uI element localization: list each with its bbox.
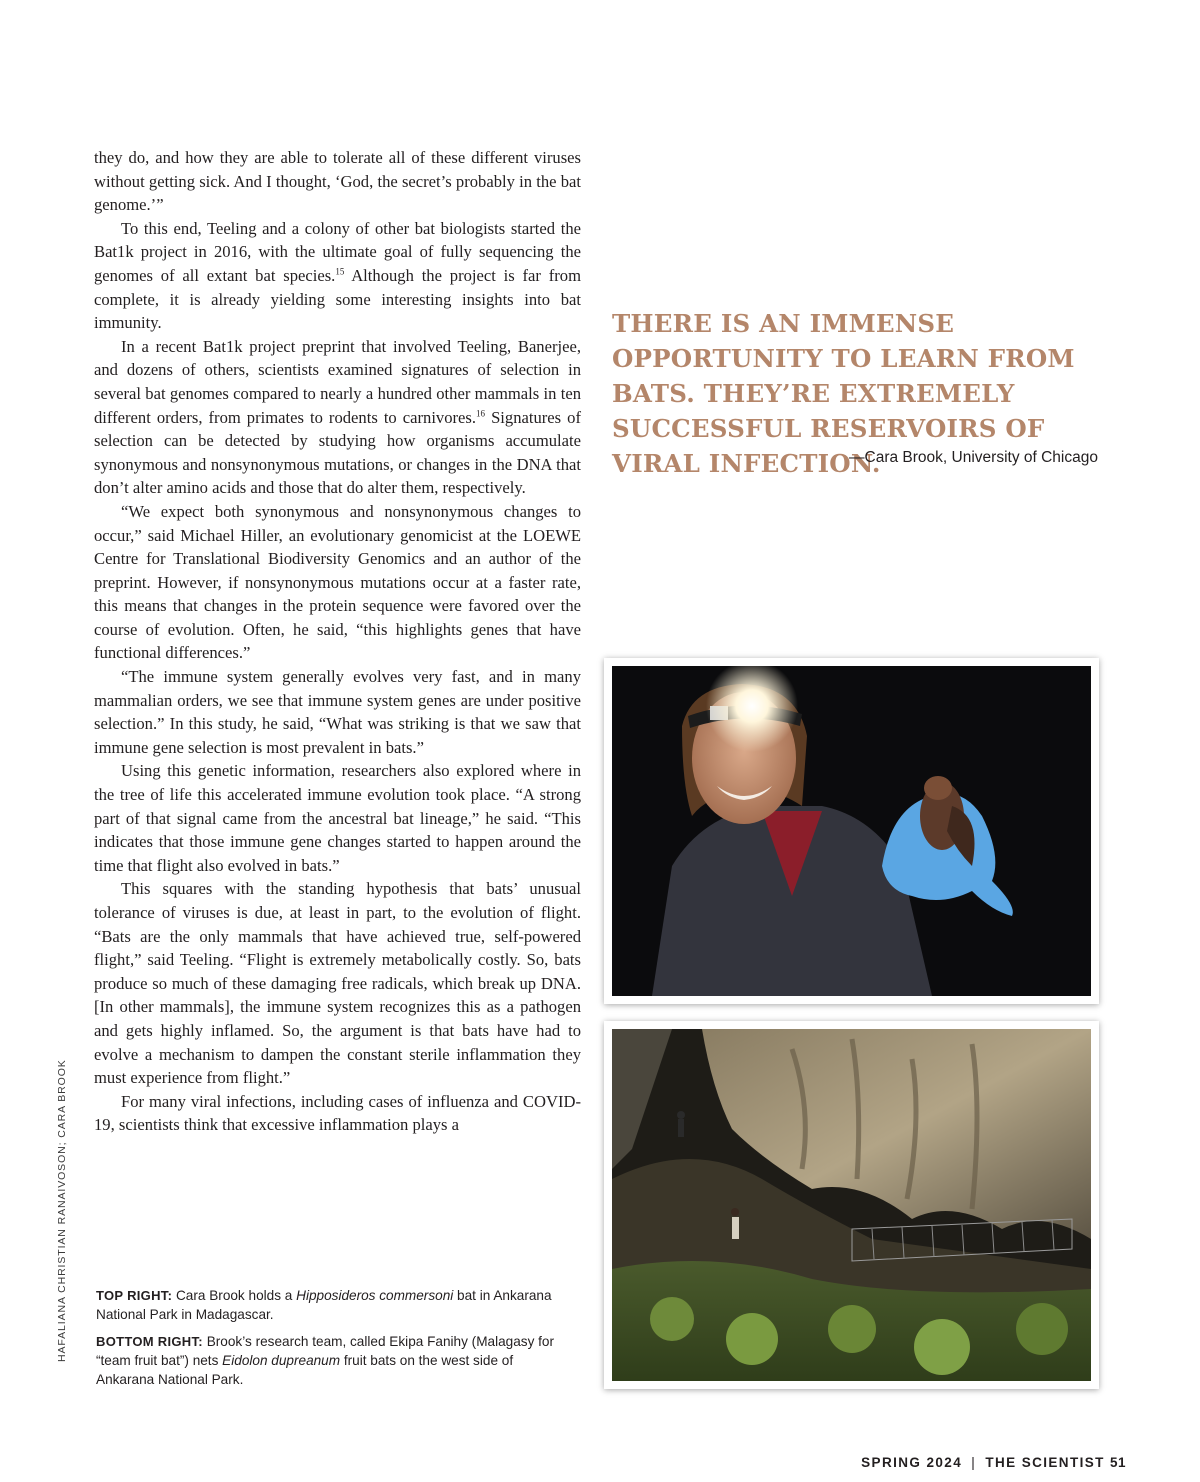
paragraph: This squares with the standing hypothesis that bats’ unusual tolerance of viruses is due, at least in part, to the evolution of flight. “Bats are the only mammals that have achieved true, self-powered flight,” said Teeling. “Flight is extremely metabolically costly. So, bats produce so much of these damaging free radicals, which break up DNA. [In other mammals], the immune system recognizes this as a pathogen and gets highly inflamed. So, the argument is that bats have had to evolve a mechanism to dampen the constant sterile inflammation they must experience from flight.” bbox=[94, 879, 581, 1088]
reference-16[interactable]: 16 bbox=[476, 408, 486, 418]
pull-quote-attribution: —Cara Brook, University of Chicago bbox=[849, 449, 1098, 466]
caption-top-right: TOP RIGHT: Cara Brook holds a Hipposideros commersoni bat in Ankarana National Park in Madagascar. bbox=[96, 1288, 552, 1322]
paragraph: To this end, Teeling and a colony of other bat biologists started the Bat1k project in 2016, with the ultimate goal of fully sequencing the genomes of all extant bat species.$^{15}$ Although the project is far from complete, it is already yielding some interesting insights into bat immunity. bbox=[94, 218, 581, 333]
paragraph: “We expect both synonymous and nonsynonymous changes to occur,” said Michael Hiller, an evolutionary genomicist at the LOEWE Centre for Translational Biodiversity Genomics and an author of the preprint. However, if nonsynonymous mutations occur at a faster rate, this means that changes in the protein sequence were favored over the course of evolution. Often, he said, “this highlights genes that have functional differences.” bbox=[94, 501, 581, 663]
paragraph: For many viral infections, including cases of influenza and COVID-19, scientists think that excessive inflammation plays a bbox=[94, 1091, 581, 1135]
paragraph: Using this genetic information, researchers also explored where in the tree of life this accelerated immune evolution took place. “A strong part of that signal came from the ancestral bat lineage,” he said. “This indicates that those immune gene changes started to happen around the time that flight also evolved in bats.” bbox=[94, 761, 581, 875]
pull-quote: THERE IS AN IMMENSE OPPORTUNITY TO LEARN FROM BATS. THEY’RE EXTREMELY SUCCESSFUL RESERVOIRS OF VIRAL INFECTION. bbox=[612, 309, 1075, 478]
article-body bbox=[94, 146, 581, 1137]
reference-15[interactable]: 15 bbox=[335, 266, 345, 277]
paragraph: “The immune system generally evolves very fast, and in many mammalian orders, we see that immune system genes are under positive selection.” In this study, he said, “What was striking is that we saw that immune gene selection is most prevalent in bats.” bbox=[94, 667, 581, 757]
photo-cara-brook-with-bat bbox=[604, 658, 1099, 1004]
issue-date: SPRING 2024 bbox=[861, 1455, 963, 1470]
footer-separator: | bbox=[971, 1455, 977, 1470]
person-holding-bat-photo bbox=[612, 666, 1091, 996]
paragraph: In a recent Bat1k project preprint that involved Teeling, Banerjee, and dozens of others, scientists examined signatures of selection in several bat genomes compared to nearly a hundred other mammals in ten different orders, from primates to rodents to carnivores.$^{16}$ Signatures of selection can be detected by studying how organisms accumulate synonymous and nonsynonymous mutations, or changes in the DNA that don’t alter amino acids and those that do alter them, respectively. bbox=[94, 336, 581, 498]
paragraph: they do, and how they are able to tolerate all of these different viruses without getting sick. And I thought, ‘God, the secret’s probably in the bat genome.’” bbox=[94, 148, 581, 215]
page-footer bbox=[861, 1455, 1126, 1470]
magazine-name: THE SCIENTIST bbox=[985, 1455, 1105, 1470]
cave-cliff-photo bbox=[612, 1029, 1091, 1381]
photo-research-team-cave bbox=[604, 1021, 1099, 1389]
caption-bottom-right: BOTTOM RIGHT: Brook’s research team, called Ekipa Fanihy (Malagasy for “team fruit bat”) nets Eidolon dupreanum fruit bats on the west side of Ankarana National Park. bbox=[96, 1334, 555, 1387]
photo-captions bbox=[96, 1286, 566, 1397]
page-number: 51 bbox=[1109, 1455, 1126, 1470]
photo-credit: HAFALIANA CHRISTIAN RANAIVOSON; CARA BROOK bbox=[56, 1059, 68, 1362]
